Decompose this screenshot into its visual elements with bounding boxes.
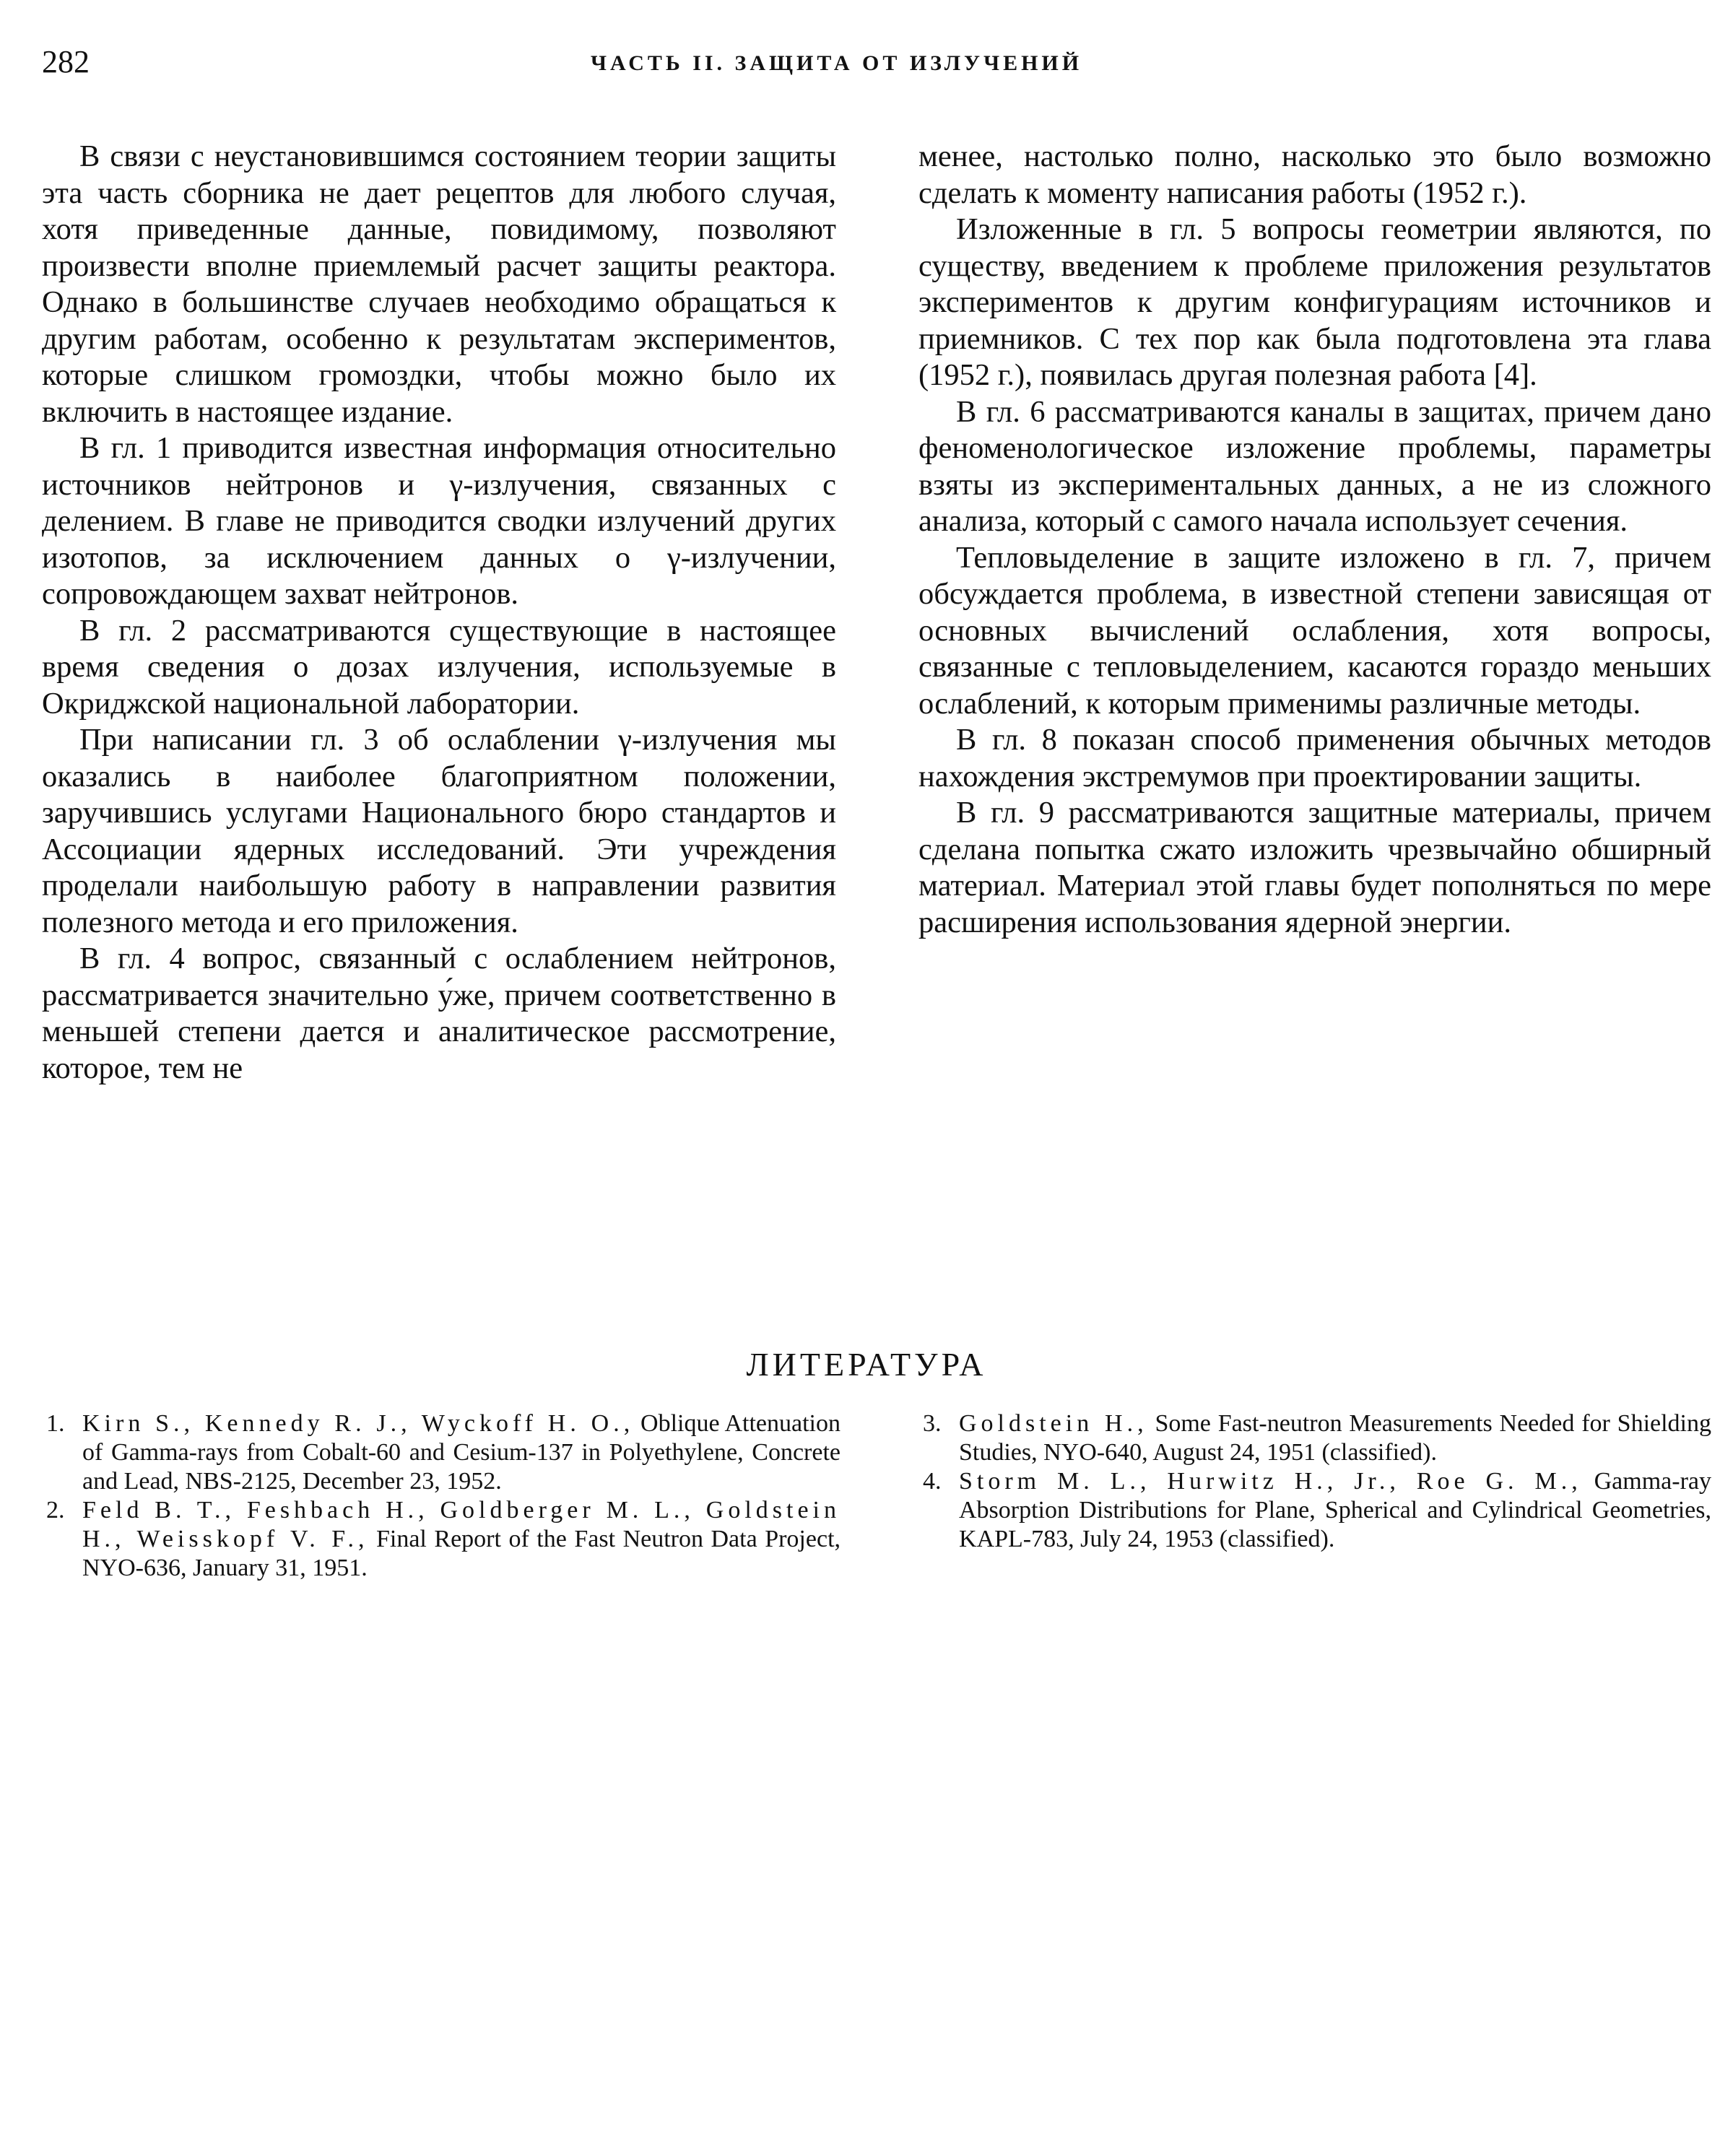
running-head-title: ЧАСТЬ II. ЗАЩИТА ОТ ИЗЛУЧЕНИЙ [591, 51, 1083, 75]
paragraph: В гл. 6 рассматриваются каналы в защитах, причем дано феноменологическое изложение проблемы, параметры взяты из экспериментальных данных, а не из сложного анализа, который с самого начала использует сечения. [918, 394, 1711, 538]
paragraph: В гл. 9 рассматриваются защитные материалы, причем сделана попытка сжато изложить чрезвычайно обширный материал. Материал этой главы будет пополняться по мере расширения использования ядерной энергии. [918, 796, 1711, 939]
paragraph: В гл. 2 рассматриваются существующие в настоящее время сведения о дозах излучения, используемые в Окриджской национальной лаборатории. [42, 613, 836, 721]
reference-number: 4. [923, 1468, 942, 1495]
paragraph: В связи с неустановившимся состоянием теории защиты эта часть сборника не дает рецептов для любого случая, хотя приведенные данные, повидимому, позволяют произвести вполне приемлемый расчет защиты реактора. Однако в большинстве случаев необходимо обращаться к другим работам, особенно к результатам экспериментов, которые слишком громоздки, чтобы можно было их включить в настоящее издание. [42, 139, 836, 429]
paragraph: Изложенные в гл. 5 вопросы геометрии являются, по существу, введением к проблеме приложения результатов экспериментов к другим конфигурациям источников и приемников. С тех пор как была подготовлена эта глава (1952 г.), появилась другая полезная работа [4]. [918, 212, 1711, 392]
reference-item [42, 1409, 841, 1496]
reference-item [918, 1409, 1711, 1467]
paragraph: В гл. 8 показан способ применения обычных методов нахождения экстремумов при проектировании защиты. [918, 723, 1711, 794]
reference-authors: Storm M. L., Hurwitz H., Jr., Roe G. M., [959, 1468, 1582, 1495]
reference-text: Some Fast-neutron Measurements Needed for Shielding Studies, NYO-640, August 24, 1951 (classified). [959, 1410, 1712, 1466]
reference-authors: Goldstein H., [959, 1410, 1148, 1437]
reference-authors: Kirn S., Kennedy R. J., Wyckoff H. O., [82, 1410, 635, 1437]
page-number: 282 [42, 44, 90, 79]
right-text-column [918, 139, 1711, 941]
running-head [42, 42, 1703, 85]
reference-number: 2. [46, 1497, 65, 1523]
reference-item [42, 1496, 841, 1583]
left-text-column [42, 139, 836, 1087]
reference-authors: Feld B. T., Feshbach H., Goldberger M. L., Goldstein H., Weisskopf V. F., [82, 1497, 841, 1552]
reference-text: Final Report of the Fast Neutron Data Project, NYO-636, January 31, 1951. [82, 1526, 841, 1581]
references-left-column [42, 1409, 841, 1583]
paragraph: При написании гл. 3 об ослаблении γ-излучения мы оказались в наиболее благоприятном положении, заручившись услугами Национального бюро стандартов и Ассоциации ядерных исследований. Эти учреждения проделали наибольшую работу в направлении развития полезного метода и его приложения. [42, 723, 836, 939]
reference-text: Gamma-ray Absorption Distributions for Plane, Spherical and Cylindrical Geometries, KAPL-783, July 24, 1953 (classified). [959, 1468, 1711, 1552]
literature-heading: ЛИТЕРАТУРА [746, 1346, 987, 1383]
reference-item [918, 1467, 1711, 1554]
reference-number: 1. [46, 1410, 65, 1437]
reference-number: 3. [923, 1410, 942, 1437]
reference-text: Oblique Attenuation of Gamma-rays from Cobalt-60 and Cesium-137 in Polyethylene, Concrete and Lead, NBS-2125, December 23, 1952. [82, 1410, 841, 1495]
paragraph-continuation: менее, настолько полно, насколько это было возможно сделать к моменту написания работы (1952 г.). [918, 139, 1711, 210]
paragraph: В гл. 4 вопрос, связанный с ослаблением нейтронов, рассматривается значительно у́же, причем соответственно в меньшей степени дается и аналитическое рассмотрение, которое, тем не [42, 942, 836, 1085]
paragraph: Тепловыделение в защите изложено в гл. 7, причем обсуждается проблема, в известной степени зависящая от основных вычислений ослабления, хотя вопросы, связанные с тепловыделением, касаются гораздо меньших ослаблений, к которым применимы различные методы. [918, 540, 1711, 721]
references-right-column [918, 1409, 1711, 1554]
paragraph: В гл. 1 приводится известная информация относительно источников нейтронов и γ-излучения, связанных с делением. В главе не приводится сводки излучений других изотопов, за исключением данных о γ-излучении, сопровождающем захват нейтронов. [42, 431, 836, 611]
